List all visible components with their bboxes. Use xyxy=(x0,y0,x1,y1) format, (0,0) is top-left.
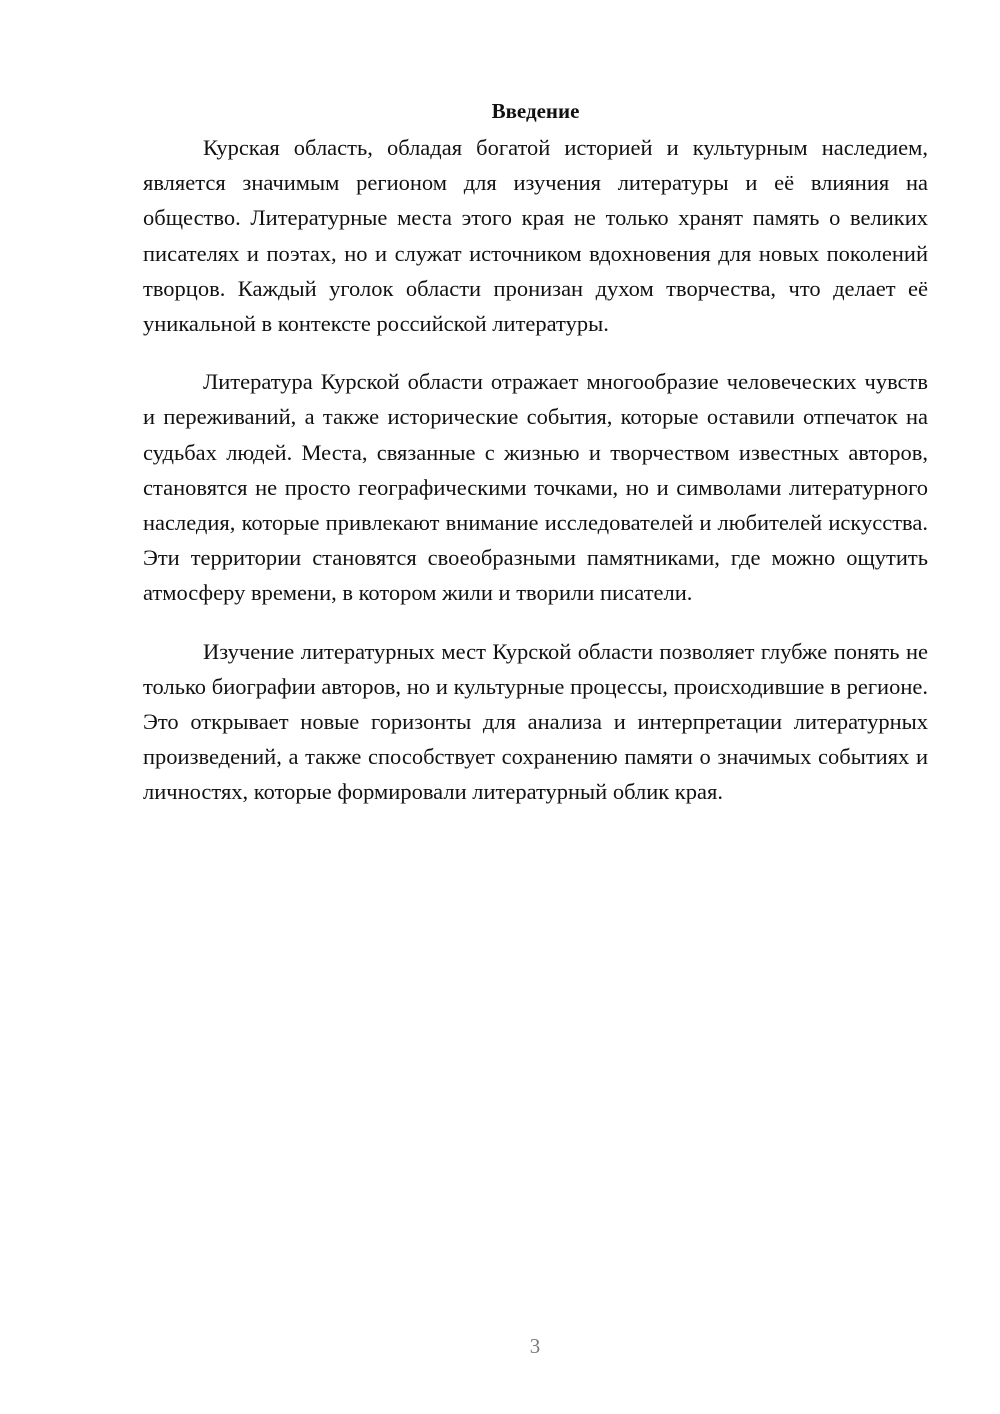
paragraph-1: Курская область, обладая богатой историей и культурным наследием, является значимым регионом для изучения литературы и её влияния на общество. Литературные места этого края не только хранят память о великих писателях и поэтах, но и служат источником вдохновения для новых поколений творцов. Каждый уголок области пронизан духом творчества, что делает её уникальной в контексте российской литературы. xyxy=(143,135,928,337)
paragraph-3: Изучение литературных мест Курской области позволяет глубже понять не только биографии авторов, но и культурные процессы, происходившие в регионе. Это открывает новые горизонты для анализа и интерпретации литературных произведений, а также способствует сохранению памяти о значимых событиях и личностях, которые формировали литературный облик края. xyxy=(143,638,928,805)
section-heading: Введение xyxy=(491,99,580,123)
page-content xyxy=(143,96,928,833)
paragraph-2: Литература Курской области отражает многообразие человеческих чувств и переживаний, а также исторические события, которые оставили отпечаток на судьбах людей. Места, связанные с жизнью и творчеством известных авторов, становятся не просто географическими точками, но и символами литературного наследия, которые привлекают внимание исследователей и любителей искусства. Эти территории становятся своеобразными памятниками, где можно ощутить атмосферу времени, в котором жили и творили писатели. xyxy=(143,369,928,606)
page-number: 3 xyxy=(529,1334,541,1358)
